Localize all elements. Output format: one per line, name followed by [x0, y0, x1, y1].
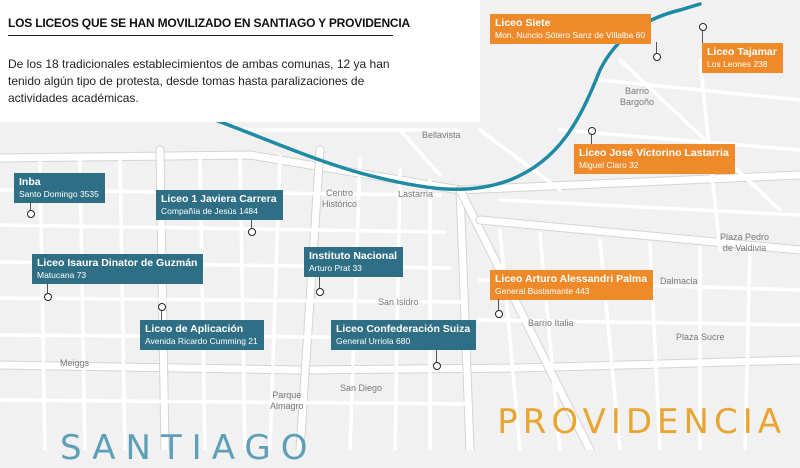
place-parque-almagro: Parque Almagro [270, 390, 304, 411]
place-bellavista: Bellavista [422, 130, 461, 140]
school-name: Liceo José Victorino Lastarria [579, 147, 729, 159]
school-label-liceo-de-aplicacion[interactable] [140, 320, 264, 350]
school-name: Liceo de Aplicación [145, 323, 244, 335]
commune-providencia: PROVIDENCIA [497, 402, 786, 442]
school-name: Liceo 1 Javiera Carrera [161, 193, 277, 205]
school-address: Compañía de Jesús 1484 [161, 206, 258, 216]
school-name: Liceo Confederación Suiza [336, 323, 471, 335]
school-label-liceo-jose-victorino-lastarria[interactable] [574, 144, 735, 174]
school-location-marker[interactable] [495, 310, 503, 318]
place-barrio-italia: Barrio Italia [528, 318, 574, 328]
callout-stem [656, 42, 657, 53]
title-divider [8, 35, 393, 36]
school-name: Liceo Isaura Dinator de Guzmán [37, 257, 198, 269]
school-location-marker[interactable] [27, 210, 35, 218]
place-san-isidro: San Isidro [378, 297, 419, 307]
school-address: Los Leones 238 [707, 59, 768, 69]
school-address: Avenida Ricardo Cumming 21 [145, 336, 258, 346]
school-address: Miguel Claro 32 [579, 160, 639, 170]
school-location-marker[interactable] [44, 293, 52, 301]
map-title: LOS LICEOS QUE SE HAN MOVILIZADO EN SANTIAGO Y PROVIDENCIA [8, 16, 411, 30]
school-location-marker[interactable] [699, 23, 707, 31]
school-location-marker[interactable] [433, 362, 441, 370]
school-address: Mon. Nuncio Sótero Sanz de Villalba 60 [495, 30, 646, 40]
school-name: Inba [19, 176, 41, 188]
callout-stem [47, 283, 48, 293]
school-name: Liceo Arturo Alessandri Palma [495, 273, 648, 285]
school-label-inba[interactable] [14, 173, 105, 203]
school-label-liceo-arturo-alessandri-palma[interactable] [490, 270, 653, 300]
school-label-liceo-tajamar[interactable] [702, 43, 783, 73]
school-address: Arturo Prat 33 [309, 263, 362, 273]
school-label-liceo-isaura-dinator[interactable] [32, 254, 203, 284]
school-address: General Urriola 680 [336, 336, 411, 346]
school-label-liceo-confederacion-suiza[interactable] [331, 320, 476, 350]
place-lastarria: Lastarria [398, 189, 434, 199]
place-san-diego: San Diego [340, 383, 383, 393]
place-plaza-sucre: Plaza Sucre [676, 332, 725, 342]
school-location-marker[interactable] [248, 228, 256, 236]
place-barrio-bargono: Barrio Bargoño [620, 86, 655, 107]
school-name: Instituto Nacional [309, 250, 398, 262]
school-address: General Bustamante 443 [495, 286, 590, 296]
callout-stem [161, 311, 162, 320]
callout-stem [591, 135, 592, 144]
callout-stem [436, 349, 437, 363]
place-dalmacia: Dalmacia [660, 276, 698, 286]
callout-stem [319, 276, 320, 288]
school-location-marker[interactable] [316, 288, 324, 296]
school-name: Liceo Siete [495, 17, 551, 29]
place-centro-historico: Centro Histórico [322, 188, 358, 209]
school-location-marker[interactable] [588, 127, 596, 135]
school-address: Santo Domingo 3535 [19, 189, 99, 199]
intro-text: De los 18 tradicionales establecimientos de ambas comunas, 12 ya han tenido algún tipo de protesta, desde tomas hasta paralizaciones de actividades académicas. [8, 57, 390, 105]
callout-stem [498, 299, 499, 310]
school-name: Liceo Tajamar [707, 46, 777, 58]
school-label-liceo-siete[interactable] [490, 14, 651, 44]
commune-santiago: SANTIAGO [60, 428, 318, 468]
header-panel [0, 0, 480, 122]
school-label-instituto-nacional[interactable] [304, 247, 403, 277]
school-location-marker[interactable] [653, 53, 661, 61]
school-address: Matucana 73 [37, 270, 87, 280]
school-location-marker[interactable] [158, 303, 166, 311]
school-label-liceo-1-javiera-carrera[interactable] [156, 190, 283, 220]
place-meiggs: Meiggs [60, 358, 90, 368]
place-plaza-pedro-de-valdivia: Plaza Pedro de Valdivia [720, 232, 770, 253]
